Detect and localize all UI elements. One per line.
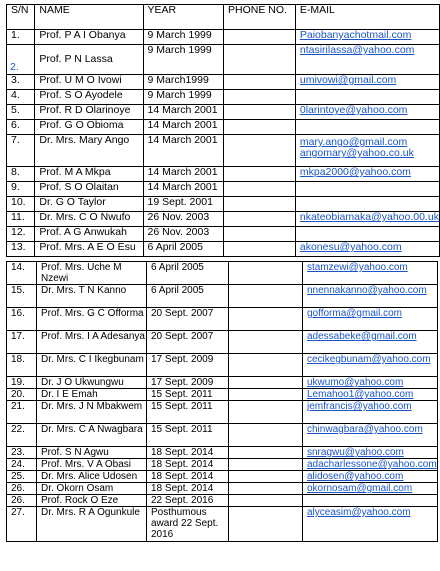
name-cell: Dr. J O Ukwungwu bbox=[37, 377, 147, 389]
email-cell bbox=[303, 459, 438, 471]
sn-cell: 17. bbox=[7, 331, 37, 354]
year-cell: 6 April 2005 bbox=[143, 242, 224, 257]
sn-cell: 10. bbox=[7, 197, 35, 212]
header-name: NAME bbox=[35, 5, 143, 30]
email-link[interactable]: alidosen@yahoo.com bbox=[307, 471, 404, 482]
email-cell bbox=[303, 471, 438, 483]
sn-cell: 11. bbox=[7, 212, 35, 227]
year-cell: 15 Sept. 2011 bbox=[147, 389, 229, 401]
email-cell bbox=[295, 30, 439, 45]
sn-cell: 3. bbox=[7, 75, 35, 90]
email-link[interactable]: jemfrancis@yahoo.com bbox=[307, 401, 412, 412]
table-row bbox=[7, 377, 438, 389]
name-cell: Dr. G O Taylor bbox=[35, 197, 143, 212]
email-cell bbox=[295, 167, 439, 182]
phone-cell bbox=[224, 212, 296, 227]
year-cell: 14 March 2001 bbox=[143, 135, 224, 167]
table-row bbox=[7, 262, 438, 285]
table-row bbox=[7, 105, 440, 120]
sn-cell: 25. bbox=[7, 471, 37, 483]
sn-cell: 18. bbox=[7, 354, 37, 377]
year-cell: 14 March 2001 bbox=[143, 167, 224, 182]
sn-cell: 12. bbox=[7, 227, 35, 242]
email-cell bbox=[303, 285, 438, 308]
name-cell: Dr. Mrs. Alice Udosen bbox=[37, 471, 147, 483]
table-row bbox=[7, 167, 440, 182]
email-cell bbox=[303, 331, 438, 354]
phone-cell bbox=[224, 45, 296, 75]
email-cell bbox=[303, 424, 438, 447]
sn-cell: 23. bbox=[7, 447, 37, 459]
email-link-secondary[interactable]: angomary@yahoo.co.uk bbox=[299, 147, 414, 159]
email-link[interactable]: mkpa2000@yahoo.com bbox=[299, 166, 411, 178]
header-year: YEAR bbox=[143, 5, 224, 30]
email-link[interactable]: alyceasim@yahoo.com bbox=[307, 507, 411, 518]
year-cell: 18 Sept. 2014 bbox=[147, 471, 229, 483]
email-link[interactable]: gofforma@gmail.com bbox=[307, 308, 402, 319]
year-cell: 14 March 2001 bbox=[143, 182, 224, 197]
header-email: E-MAIL bbox=[295, 5, 439, 30]
name-cell: Dr. Mrs. C O Nwufo bbox=[35, 212, 143, 227]
year-cell: 15 Sept. 2011 bbox=[147, 424, 229, 447]
email-link[interactable]: umivowi@gmail.com bbox=[299, 74, 397, 86]
name-cell: Prof. A G Anwukah bbox=[35, 227, 143, 242]
sn-cell: 1. bbox=[7, 30, 35, 45]
year-cell: 14 March 2001 bbox=[143, 120, 224, 135]
table-row bbox=[7, 471, 438, 483]
year-cell: 9 March 1999 bbox=[143, 30, 224, 45]
table-row bbox=[7, 447, 438, 459]
name-cell: Dr. Mrs. T N Kanno bbox=[37, 285, 147, 308]
table-row bbox=[7, 507, 438, 542]
name-cell: Dr. Mrs. C A Nwagbara bbox=[37, 424, 147, 447]
year-cell: Posthumous award 22 Sept. 2016 bbox=[147, 507, 229, 542]
sn-cell: 5. bbox=[7, 105, 35, 120]
year-cell: 19 Sept. 2001 bbox=[143, 197, 224, 212]
email-link[interactable]: 0larintoye@yahoo.com bbox=[299, 104, 408, 116]
email-cell bbox=[295, 120, 439, 135]
name-cell: Dr. I E Emah bbox=[37, 389, 147, 401]
phone-cell bbox=[224, 167, 296, 182]
table-row bbox=[7, 197, 440, 212]
sn-text: 2. bbox=[10, 61, 19, 73]
phone-cell bbox=[229, 483, 303, 495]
phone-cell bbox=[224, 242, 296, 257]
email-cell bbox=[303, 507, 438, 542]
table-row bbox=[7, 90, 440, 105]
year-cell: 15 Sept. 2011 bbox=[147, 401, 229, 424]
sn-cell: 7. bbox=[7, 135, 35, 167]
email-link[interactable]: adessabeke@gmail.com bbox=[307, 331, 417, 342]
table-row bbox=[7, 182, 440, 197]
sn-cell bbox=[7, 45, 35, 75]
sn-cell: 20. bbox=[7, 389, 37, 401]
name-cell: Dr. Mrs. Mary Ango bbox=[35, 135, 143, 167]
year-cell: 22 Sept. 2016 bbox=[147, 495, 229, 507]
phone-cell bbox=[229, 331, 303, 354]
email-link[interactable]: okornosam@gmail.com bbox=[307, 483, 413, 494]
email-cell bbox=[303, 354, 438, 377]
table-row bbox=[7, 495, 438, 507]
table-row bbox=[7, 483, 438, 495]
email-link[interactable]: Paiobanyachotmail.com bbox=[299, 29, 412, 41]
sn-cell: 8. bbox=[7, 167, 35, 182]
table-row bbox=[7, 120, 440, 135]
table-row bbox=[7, 45, 440, 75]
sn-cell: 24. bbox=[7, 459, 37, 471]
phone-cell bbox=[229, 424, 303, 447]
email-cell bbox=[295, 197, 439, 212]
phone-cell bbox=[229, 285, 303, 308]
email-link[interactable]: nkateobiamaka@yahoo.00.uk bbox=[299, 211, 439, 223]
year-cell: 18 Sept. 2014 bbox=[147, 459, 229, 471]
name-cell: Prof. G O Obioma bbox=[35, 120, 143, 135]
sn-cell: 16. bbox=[7, 308, 37, 331]
phone-cell bbox=[224, 182, 296, 197]
phone-cell bbox=[224, 227, 296, 242]
table-row bbox=[7, 30, 440, 45]
name-cell: Prof. Mrs. I A Adesanya bbox=[37, 331, 147, 354]
sn-cell: 13. bbox=[7, 242, 35, 257]
sn-cell: 19. bbox=[7, 377, 37, 389]
year-cell: 14 March 2001 bbox=[143, 105, 224, 120]
phone-cell bbox=[224, 197, 296, 212]
year-cell: 9 March1999 bbox=[143, 75, 224, 90]
email-link[interactable]: adacharlessone@yahoo.com bbox=[307, 459, 437, 470]
phone-cell bbox=[224, 105, 296, 120]
email-link[interactable]: chinwagbara@yahoo.com bbox=[307, 424, 423, 435]
table-row bbox=[7, 459, 438, 471]
sn-cell: 9. bbox=[7, 182, 35, 197]
phone-cell bbox=[229, 471, 303, 483]
table-row bbox=[7, 401, 438, 424]
sn-cell: 22. bbox=[7, 424, 37, 447]
email-link[interactable]: cecikegbunam@yahoo.com bbox=[307, 354, 431, 365]
sn-cell: 26. bbox=[7, 483, 37, 495]
sn-cell: 21. bbox=[7, 401, 37, 424]
name-cell: Prof. Mrs. A E O Esu bbox=[35, 242, 143, 257]
phone-cell bbox=[229, 262, 303, 285]
name-cell: Prof. S O Ayodele bbox=[35, 90, 143, 105]
phone-cell bbox=[229, 495, 303, 507]
phone-cell bbox=[229, 377, 303, 389]
name-cell: Prof. S O Olaitan bbox=[35, 182, 143, 197]
table-row bbox=[7, 285, 438, 308]
email-link[interactable]: nnennakanno@yahoo.com bbox=[307, 285, 427, 296]
table-row bbox=[7, 331, 438, 354]
email-link[interactable]: akonesu@yahoo.com bbox=[299, 241, 402, 253]
phone-cell bbox=[229, 401, 303, 424]
email-link[interactable]: snragwu@yahoo.com bbox=[307, 447, 404, 458]
year-cell: 17 Sept. 2009 bbox=[147, 377, 229, 389]
table-row bbox=[7, 75, 440, 90]
sn-cell: 15. bbox=[7, 285, 37, 308]
phone-cell bbox=[229, 308, 303, 331]
name-cell: Prof. Mrs. V A Obasi bbox=[37, 459, 147, 471]
email-cell bbox=[303, 495, 438, 507]
email-cell bbox=[303, 308, 438, 331]
name-cell: Dr. Mrs. C I Ikegbunam bbox=[37, 354, 147, 377]
name-cell: Prof. S N Agwu bbox=[37, 447, 147, 459]
year-cell: 20 Sept. 2007 bbox=[147, 308, 229, 331]
table-row bbox=[7, 354, 438, 377]
phone-cell bbox=[224, 75, 296, 90]
sn-cell: 27. bbox=[7, 507, 37, 542]
email-link[interactable]: mary.ango@gmail.com bbox=[299, 136, 408, 148]
year-cell: 26 Nov. 2003 bbox=[143, 227, 224, 242]
email-cell bbox=[295, 105, 439, 120]
name-cell: Prof. Rock O Eze bbox=[37, 495, 147, 507]
email-cell bbox=[295, 242, 439, 257]
email-cell bbox=[303, 377, 438, 389]
table-row bbox=[7, 424, 438, 447]
year-cell: 17 Sept. 2009 bbox=[147, 354, 229, 377]
sn-cell: 4. bbox=[7, 90, 35, 105]
awardees-table-part-2 bbox=[6, 261, 438, 542]
header-sn: S/N bbox=[7, 5, 35, 30]
phone-cell bbox=[229, 447, 303, 459]
table-row bbox=[7, 212, 440, 227]
name-cell: Dr. Mrs. J N Mbakwem bbox=[37, 401, 147, 424]
phone-cell bbox=[224, 135, 296, 167]
email-link[interactable]: stamzewi@yahoo.com bbox=[307, 262, 408, 273]
phone-cell bbox=[229, 459, 303, 471]
phone-cell bbox=[224, 30, 296, 45]
year-cell: 18 Sept. 2014 bbox=[147, 447, 229, 459]
year-cell: 9 March 1999 bbox=[143, 90, 224, 105]
year-cell: 18 Sept. 2014 bbox=[147, 483, 229, 495]
email-cell bbox=[303, 262, 438, 285]
phone-cell bbox=[224, 120, 296, 135]
phone-cell bbox=[229, 507, 303, 542]
phone-cell bbox=[229, 389, 303, 401]
email-cell bbox=[295, 90, 439, 105]
year-cell: 20 Sept. 2007 bbox=[147, 331, 229, 354]
sn-cell: 6. bbox=[7, 120, 35, 135]
email-cell bbox=[303, 483, 438, 495]
email-link[interactable]: ukwumo@yahoo.com bbox=[307, 377, 404, 388]
sn-cell: 26. bbox=[7, 495, 37, 507]
table-row bbox=[7, 227, 440, 242]
table-row bbox=[7, 389, 438, 401]
sn-cell: 14. bbox=[7, 262, 37, 285]
email-cell bbox=[303, 389, 438, 401]
name-cell: Prof. M A Mkpa bbox=[35, 167, 143, 182]
email-cell bbox=[295, 75, 439, 90]
email-cell bbox=[295, 212, 439, 227]
email-link[interactable]: Lemahoo1@yahoo.com bbox=[307, 389, 414, 400]
name-cell: Prof. Mrs. Uche M Nzewi bbox=[37, 262, 147, 285]
table-row bbox=[7, 308, 438, 331]
email-cell bbox=[303, 447, 438, 459]
name-cell: Dr. Okorn Osam bbox=[37, 483, 147, 495]
name-cell: Prof. P N Lassa bbox=[35, 45, 143, 75]
name-cell: Prof. R D Olarinoye bbox=[35, 105, 143, 120]
email-cell bbox=[303, 401, 438, 424]
phone-cell bbox=[229, 354, 303, 377]
header-phone: PHONE NO. bbox=[224, 5, 296, 30]
year-cell: 26 Nov. 2003 bbox=[143, 212, 224, 227]
year-cell: 6 April 2005 bbox=[147, 285, 229, 308]
table-header-row bbox=[7, 5, 440, 30]
year-cell: 9 March 1999 bbox=[143, 45, 224, 75]
email-cell bbox=[295, 135, 439, 167]
year-cell: 6 April 2005 bbox=[147, 262, 229, 285]
awardees-table-part-1 bbox=[6, 4, 440, 257]
email-link[interactable]: ntasirilassa@yahoo.com bbox=[299, 44, 415, 56]
name-cell: Dr. Mrs. R A Ogunkule bbox=[37, 507, 147, 542]
name-cell: Prof. Mrs. G C Offorma bbox=[37, 308, 147, 331]
email-cell bbox=[295, 45, 439, 75]
name-cell: Prof. U M O Ivowi bbox=[35, 75, 143, 90]
email-cell bbox=[295, 227, 439, 242]
phone-cell bbox=[224, 90, 296, 105]
table-row bbox=[7, 135, 440, 167]
email-cell bbox=[295, 182, 439, 197]
table-row bbox=[7, 242, 440, 257]
name-cell: Prof. P A I Obanya bbox=[35, 30, 143, 45]
